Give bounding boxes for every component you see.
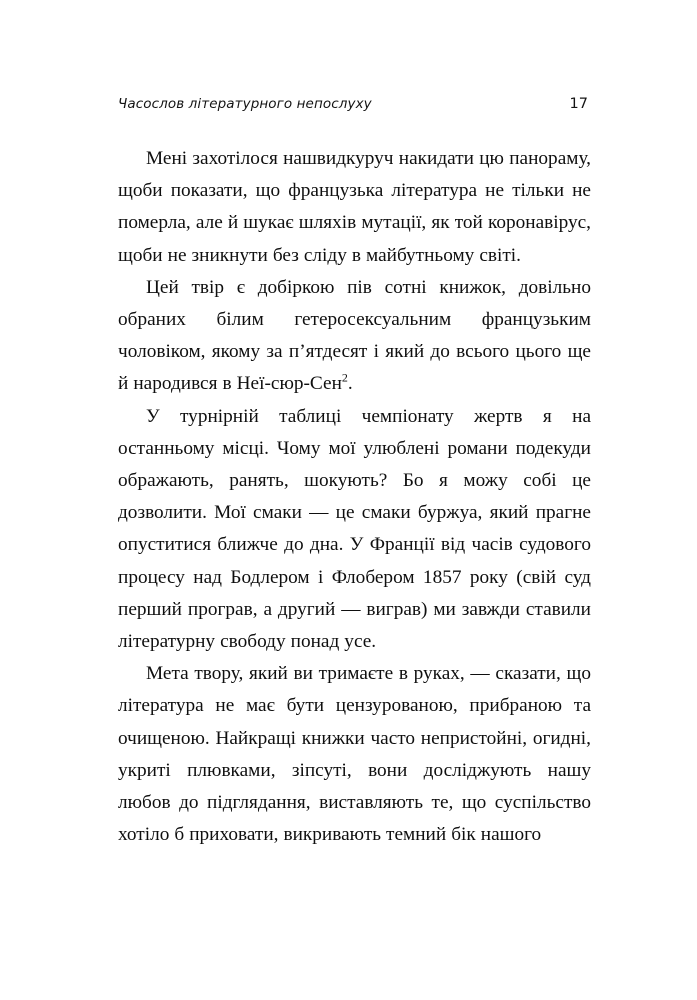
paragraph-text: Цей твір є добіркою пів сотні книжок, довільно обраних білим гетеросексуальним французьким чоловіком, якому за п’ятдесят і який до всього цього ще й народився в Неї-сюр-Сен <box>118 276 591 395</box>
body-text <box>118 143 591 851</box>
paragraph-terminator: . <box>347 373 353 395</box>
paragraph: Мені захотілося нашвидкуруч накидати цю панораму, щоби показати, що французька література не тільки не померла, але й шукає шляхів мутації, як той коронавірус, щоби не зникнути без сліду в майбутньому світі. <box>118 148 591 266</box>
page-number: 17 <box>569 96 588 112</box>
running-head-title: Часослов літературного непослуху <box>118 96 372 112</box>
paragraph: Мета твору, який ви тримаєте в руках, — сказати, що література не має бути цензурованою, прибраною та очищеною. Найкращі книжки часто непристойні, огидні, укриті плювками, зіпсуті, вони досліджують нашу любов до підглядання, виставляють те, що суспільство хотіло б приховати, викривають темний бік нашого <box>118 663 591 846</box>
paragraph <box>118 272 591 401</box>
running-head <box>118 96 588 112</box>
footnote-reference[interactable]: 2 <box>341 371 348 385</box>
paragraph: У турнірній таблиці чемпіонату жертв я на останньому місці. Чому мої улюблені романи подекуди ображають, ранять, шокують? Бо я можу собі це дозволити. Мої смаки — це смаки буржуа, який прагне опуститися ближче до дна. У Франції від часів судового процесу над Бодлером і Флобером 1857 року (свій суд перший програв, а другий — виграв) ми завжди ставили літературну свободу понад усе. <box>118 405 591 653</box>
